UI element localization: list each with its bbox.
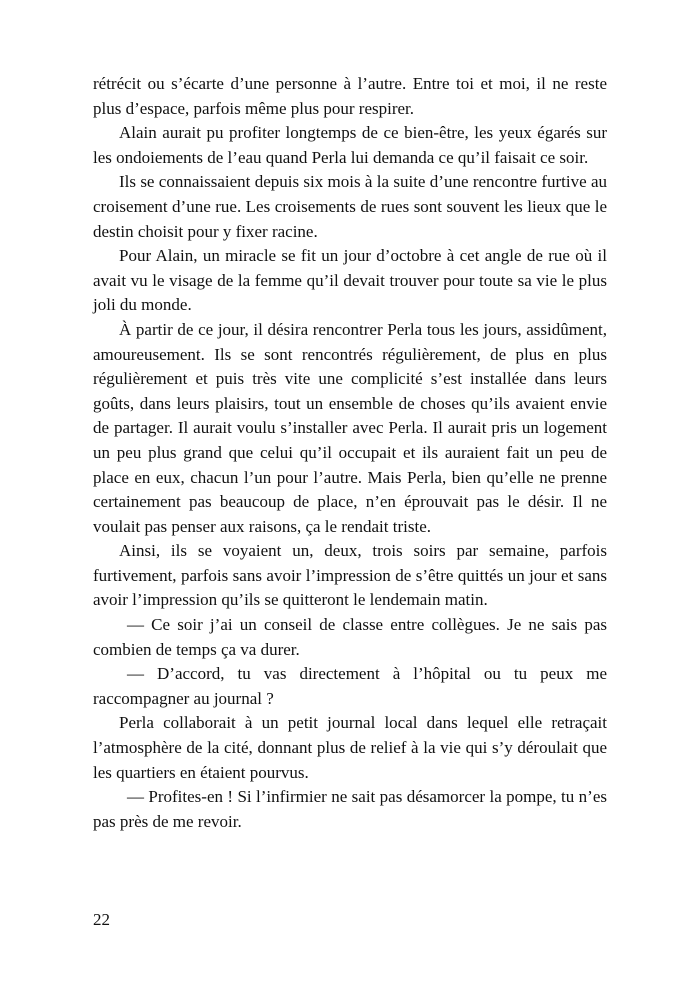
paragraph: Alain aurait pu profiter longtemps de ce bien-être, les yeux égarés sur les ondoiements de l’eau quand Perla lui demanda ce qu’il faisait ce soir.: [93, 123, 607, 167]
paragraph: Ils se connaissaient depuis six mois à la suite d’une rencontre furtive au croisement d’une rue. Les croisements de rues sont souvent les lieux que le destin choisit pour y fixer racine.: [93, 172, 607, 241]
page-text: [93, 72, 607, 834]
paragraph: Pour Alain, un miracle se fit un jour d’octobre à cet angle de rue où il avait vu le visage de la femme qu’il devait trouver pour toute sa vie le plus joli du monde.: [93, 246, 607, 315]
paragraph: rétrécit ou s’écarte d’une personne à l’autre. Entre toi et moi, il ne reste plus d’espace, parfois même plus pour respirer.: [93, 74, 607, 118]
paragraph: Ainsi, ils se voyaient un, deux, trois soirs par semaine, parfois furtivement, parfois sans avoir l’impression de s’être quittés un jour et sans avoir l’impression qu’ils se quitteront le lendemain matin.: [93, 541, 607, 610]
page-number: 22: [93, 910, 110, 929]
paragraph: À partir de ce jour, il désira rencontrer Perla tous les jours, assidûment, amoureusement. Ils se sont rencontrés régulièrement, de plus en plus régulièrement et puis très vite une complicité s’est installée dans leurs goûts, dans leurs plaisirs, tout un ensemble de choses qu’ils avaient envie de partager. Il aurait voulu s’installer avec Perla. Il aurait pris un logement un peu plus grand que celui qu’il occupait et ils auraient fait un peu de place en eux, chacun l’un pour l’autre. Mais Perla, bien qu’elle ne prenne certainement pas beaucoup de place, n’en éprouvait pas le désir. Il ne voulait pas penser aux raisons, ça le rendait triste.: [93, 319, 607, 536]
paragraph-dialogue: — Ce soir j’ai un conseil de classe entre collègues. Je ne sais pas combien de temps ça va durer.: [93, 615, 607, 659]
paragraph: Perla collaborait à un petit journal local dans lequel elle retraçait l’atmosphère de la cité, donnant plus de relief à la vie qui s’y déroulait que les quartiers en étaient pourvus.: [93, 713, 607, 782]
paragraph-dialogue: — D’accord, tu vas directement à l’hôpital ou tu peux me raccompagner au journal ?: [93, 664, 607, 708]
paragraph-dialogue: — Profites-en ! Si l’infirmier ne sait pas désamorcer la pompe, tu n’es pas près de me revoir.: [93, 787, 607, 831]
